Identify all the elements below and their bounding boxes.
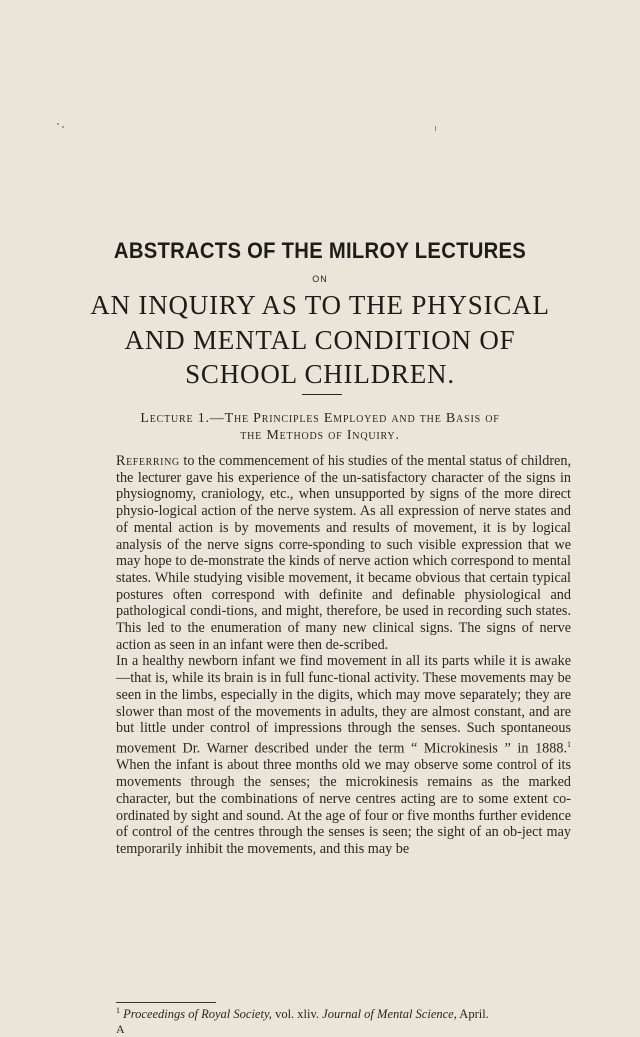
paragraph-1	[116, 453, 571, 653]
body-text	[116, 453, 571, 858]
title-line-1: AN INQUIRY AS TO THE PHYSICAL	[90, 290, 550, 320]
footnote-month: April.	[456, 1007, 489, 1022]
footnote-reference: 1	[567, 739, 571, 749]
footnote	[116, 1006, 576, 1022]
footnote-divider	[116, 1002, 216, 1003]
title-line-3: SCHOOL CHILDREN.	[185, 359, 455, 389]
paragraph-1-text: to the commencement of his studies of the mental status of children, the lecturer gave his experience of the un-satisfactory character of the signs in physiognomy, craniology, etc., when unsupported by signs of the more direct physio-logical action of the nerve system. As all expression of nerve states and of mental action is by movements and results of movement, it is by logical analysis of the nerve signs corre-sponding to such visible expression that we may hope to de-monstrate the kinds of nerve action which correspond to mental states. While studying visible movement, it became obvious that certain typical postures often correspond with definite and definable physiological and pathological condi-tions, and might, therefore, be used in recording such states. This led to the enumeration of many new clinical signs. The signs of nerve action as seen in an infant were then de-scribed.	[116, 453, 571, 653]
lecture-heading-line-1: Lecture 1.—The Principles Employed and the Basis of	[140, 411, 500, 426]
title-line-2: AND MENTAL CONDITION OF	[124, 325, 516, 355]
paper-speck	[62, 126, 64, 128]
footnote-volume: vol. xliv.	[271, 1007, 323, 1022]
lecture-heading-line-2: the Methods of Inquiry.	[240, 428, 400, 443]
footnote-journal: Journal of Mental Science,	[322, 1007, 457, 1022]
paper-speck	[435, 126, 436, 131]
paragraph-2-text-start: In a healthy newborn infant we find movement in all its parts while it is awake—that is, while its brain is in full func-tional activity. These movements may be seen in the limbs, especially in the digits, which may move separately; they are slower than most of the movements in adults, they are almost constant, and are but little under control of impressions through the senses. Such spontaneous movement Dr. Warner described under the term “ Microkinesis ” in 1888.	[116, 653, 571, 757]
footnote-source: Proceedings of Royal Society,	[123, 1007, 272, 1022]
paragraph-2-text-end: When the infant is about three months old we may observe some control of its movements through the senses; the microkinesis remains as the marked character, but the combinations of nerve centres acting are to some extent co-ordinated by sight and sound. At the age of four or five months further evidence of control of the centres through the senses is seen; the sight of an ob-ject may temporarily inhibit the movements, and this may be	[116, 757, 571, 857]
paper-speck	[57, 123, 59, 125]
title-divider	[302, 394, 342, 395]
title-connector: ON	[312, 274, 328, 284]
footnote-marker: 1	[116, 1006, 120, 1015]
paragraph-2	[116, 653, 571, 857]
signature-mark: A	[116, 1022, 125, 1036]
abstracts-title: ABSTRACTS OF THE MILROY LECTURES	[113, 238, 527, 263]
paragraph-lead-word: Referring	[116, 453, 180, 469]
